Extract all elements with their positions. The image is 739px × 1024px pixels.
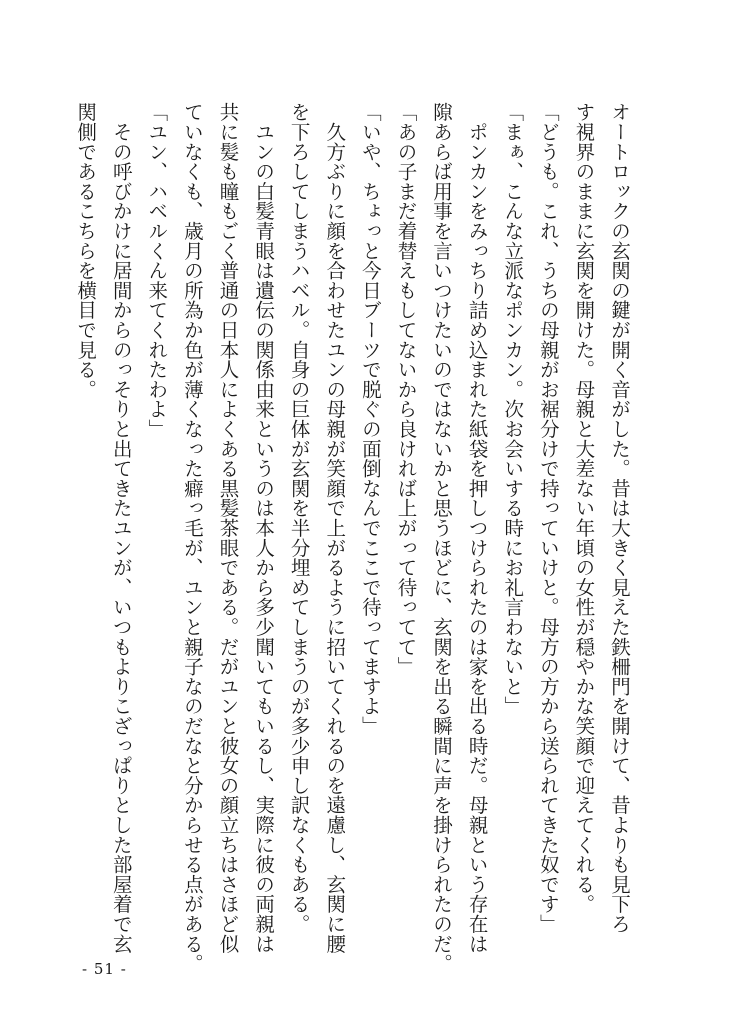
text-line: を下ろしてしまうハベル。自身の巨体が玄関を半分埋めてしまうのが多少申し訳なくもある。 bbox=[287, 102, 311, 934]
text-line: ポンカンをみっちり詰め込まれた紙袋を押しつけられたのは家を出る時だ。母親という存在は bbox=[465, 102, 489, 954]
text-line: 関側であるこちらを横目で見る。 bbox=[74, 102, 98, 399]
text-line: 久方ぶりに顔を合わせたユンの母親が笑顔で上がるように招いてくれるのを遠慮し、玄関に腰 bbox=[323, 102, 347, 954]
text-line: 「あの子まだ着替えもしてないから良ければ上がって待ってて」 bbox=[394, 102, 418, 677]
text-line: 「まぁ、こんな立派なポンカン。次お会いする時にお礼言わないと」 bbox=[501, 102, 525, 716]
text-line: 共に髪も瞳もごく普通の日本人によくある黒髪茶眼である。だがユンと彼女の顔立ちはさほど似 bbox=[216, 102, 240, 954]
text-line: ユンの白髪青眼は遺伝の関係由来というのは本人から多少聞いてもいるし、実際に彼の両親は bbox=[252, 102, 276, 954]
text-line: す視界のままに玄関を開けた。母親と大差ない年頃の女性が穏やかな笑顔で迎えてくれる。 bbox=[572, 102, 596, 914]
text-line: オートロックの玄関の鍵が開く音がした。昔は大きく見えた鉄柵門を開けて、昔よりも見下ろ bbox=[608, 102, 631, 934]
text-line: その呼びかけに居間からのっそりと出てきたユンが、いつもよりこざっぱりとした部屋着で玄 bbox=[109, 102, 133, 954]
text-line: 「ユン、ハベルくん来てくれたわよ」 bbox=[145, 102, 169, 439]
text-line: ていなくも、歳月の所為か色が薄くなった癖っ毛が、ユンと親子なのだなと分からせる点がある。 bbox=[180, 102, 204, 974]
text-line: 「どうも。これ、うちの母親がお裾分けで持っていけと。母方の方から送られてきた奴です」 bbox=[536, 102, 560, 934]
text-line: 「いや、ちょっと今日ブーツで脱ぐの面倒なんでここで待ってますよ」 bbox=[358, 102, 382, 736]
page-number: - 51 - bbox=[82, 960, 127, 978]
text-line: 隙あらば用事を言いつけたいのではないかと思うほどに、玄関を出る瞬間に声を掛けられたのだ。 bbox=[430, 102, 454, 974]
